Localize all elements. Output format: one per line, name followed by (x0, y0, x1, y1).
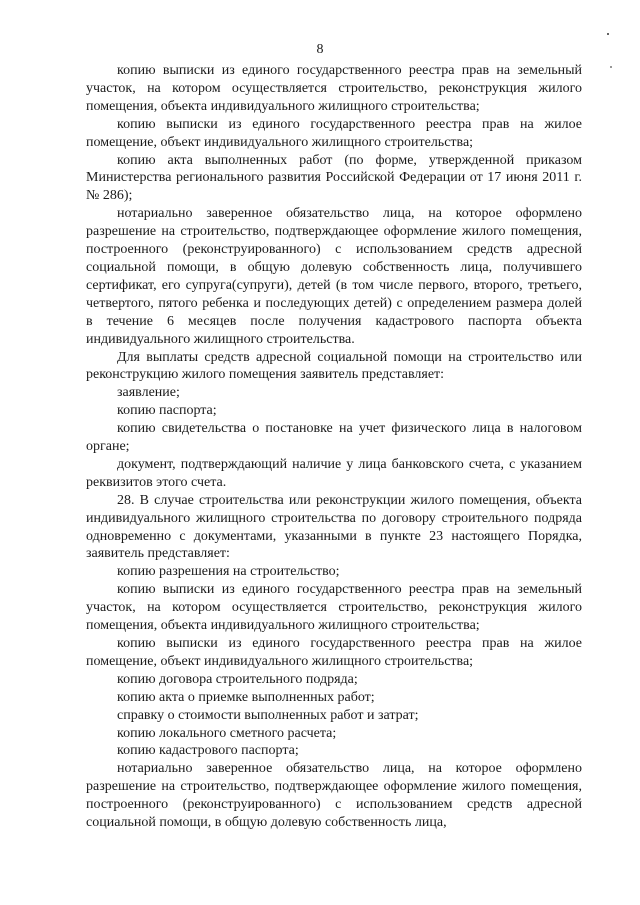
paragraph: копию выписки из единого государственного реестра прав на земельный участок, на котором осуществляется строительство, реконструкция жилого помещения, объекта индивидуального жилищного строительства; (86, 63, 582, 114)
paragraph: копию выписки из единого государственного реестра прав на жилое помещение, объект индивидуального жилищного строительства; (86, 636, 582, 669)
paragraph: копию локального сметного расчета; (117, 725, 337, 741)
paragraph: копию акта выполненных работ (по форме, утвержденной приказом Министерства регионального развития Российской Федерации от 17 июня 2011 г. № 286); (86, 152, 582, 204)
page-number: 8 (316, 42, 324, 57)
paragraph: копию выписки из единого государственного реестра прав на жилое помещение, объект индивидуального жилищного строительства; (86, 116, 582, 150)
paragraph: копию кадастрового паспорта; (117, 743, 299, 759)
paragraph: копию разрешения на строительство; (117, 564, 340, 580)
paragraph: нотариально заверенное обязательство лица, на которое оформлено разрешение на строительство, подтверждающее оформление жилого помещения, построенного (реконструированного) с использованием средств адресной социальной помощи, в общую долевую собственность лица, (86, 761, 582, 831)
paragraph: Для выплаты средств адресной социальной помощи на строительство или реконструкцию жилого помещения заявитель представляет: (86, 349, 582, 383)
scan-speck (607, 33, 609, 35)
paragraph: справку о стоимости выполненных работ и затрат; (117, 707, 419, 723)
paragraph: копию выписки из единого государственного реестра прав на земельный участок, на котором осуществляется строительство, реконструкция жилого помещения, объекта индивидуального жилищного строительства; (86, 582, 582, 634)
paragraph: копию акта о приемке выполненных работ; (117, 689, 375, 705)
paragraph: заявление; (117, 385, 180, 401)
paragraph: 28. В случае строительства или реконструкции жилого помещения, объекта индивидуального жилищного строительства по договору строительного подряда одновременно с документами, указанными в пункте 23 настоящего Порядка, заявитель представляет: (86, 492, 582, 562)
paragraph: документ, подтверждающий наличие у лица банковского счета, с указанием реквизитов этого счета. (86, 456, 582, 490)
paragraph: нотариально заверенное обязательство лица, на которое оформлено разрешение на строительство, подтверждающее оформление жилого помещения, построенного (реконструированного) с использованием средств адресной социальной помощи, в общую долевую собственность лица, получившего сертификат, его супруга(супруги), детей (в том числе первого, второго, третьего, четвертого, пятого ребенка и последующих детей) с определением размера долей в течение 6 месяцев после получения кадастрового паспорта объекта индивидуального жилищного строительства. (86, 206, 582, 347)
document-body (86, 62, 582, 832)
paragraph: копию паспорта; (117, 403, 217, 419)
scan-speck (610, 66, 612, 68)
paragraph: копию свидетельства о постановке на учет физического лица в налоговом органе; (86, 421, 582, 455)
paragraph: копию договора строительного подряда; (117, 671, 358, 687)
